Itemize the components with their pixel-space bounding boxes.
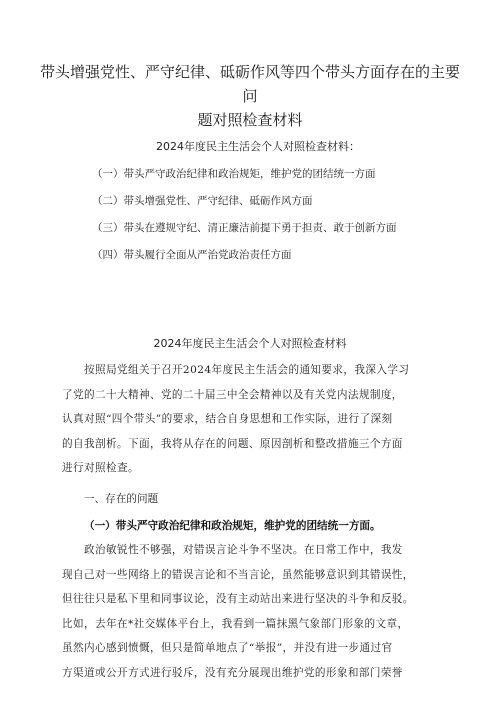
intro-line: 按照局党组关于召开2024年度民主生活会的通知要求，我深入学习 — [62, 364, 410, 376]
section-heading: 一、存在的问题 — [84, 493, 159, 505]
intro-line: 进行对照检查。 — [62, 462, 139, 475]
body-line: 政治敏锐性不够强，对错误言论斗争不坚决。在日常工作中，我发 — [62, 544, 403, 556]
intro-line: 认真对照“四个带头”的要求，结合自身思想和工作实际，进行了深刻 — [62, 413, 393, 426]
title-line-2: 题对照检查材料 — [197, 111, 303, 129]
body-line: 方渠道或公开方式进行驳斥，没有充分展现出维护党的形象和部门荣誉 — [62, 666, 403, 679]
body-line: 现自己对一些网络上的错误言论和不当言论，虽然能够意识到其错误性， — [62, 568, 414, 581]
body-line: 虽然内心感到愤慨，但只是简单地点了“举报”，并没有进一步通过官 — [62, 642, 393, 655]
intro-line: 了党的二十大精神、党的二十届三中全会精神以及有关党内法规制度， — [62, 388, 403, 401]
subsection-heading: （一）带头严守政治纪律和政治规矩，维护党的团结统一方面。 — [84, 520, 381, 532]
intro-line: 的自我剖析。下面，我将从存在的问题、原因剖析和整改措施三个方面 — [62, 437, 403, 450]
toc-item: （四）带头履行全面从严治党政治责任方面 — [92, 249, 292, 261]
body-line: 但往往只是私下里和同事议论，没有主动站出来进行坚决的斗争和反驳。 — [62, 593, 414, 606]
toc-item: （一）带头严守政治纪律和政治规矩，维护党的团结统一方面 — [92, 168, 376, 180]
document-title — [40, 60, 460, 132]
toc-heading: 2024年度民主生活会个人对照检查材料： — [156, 140, 360, 153]
body-paragraph — [62, 538, 438, 686]
toc-item: （三）带头在遵规守纪、清正廉洁前提下勇于担责、敢于创新方面 — [92, 222, 397, 234]
body-line: 比如，去年在*社交媒体平台上，我看到一篇抹黑气象部门形象的文章， — [62, 617, 409, 630]
document-heading: 2024年度民主生活会个人对照检查材料 — [153, 337, 347, 350]
toc-item: （二）带头增强党性、严守纪律、砥砺作风方面 — [92, 195, 313, 207]
title-line-1: 带头增强党性、严守纪律、砥砺作风等四个带头方面存在的主要问 — [40, 63, 461, 105]
toc-list — [92, 167, 397, 275]
intro-paragraph — [62, 358, 438, 481]
